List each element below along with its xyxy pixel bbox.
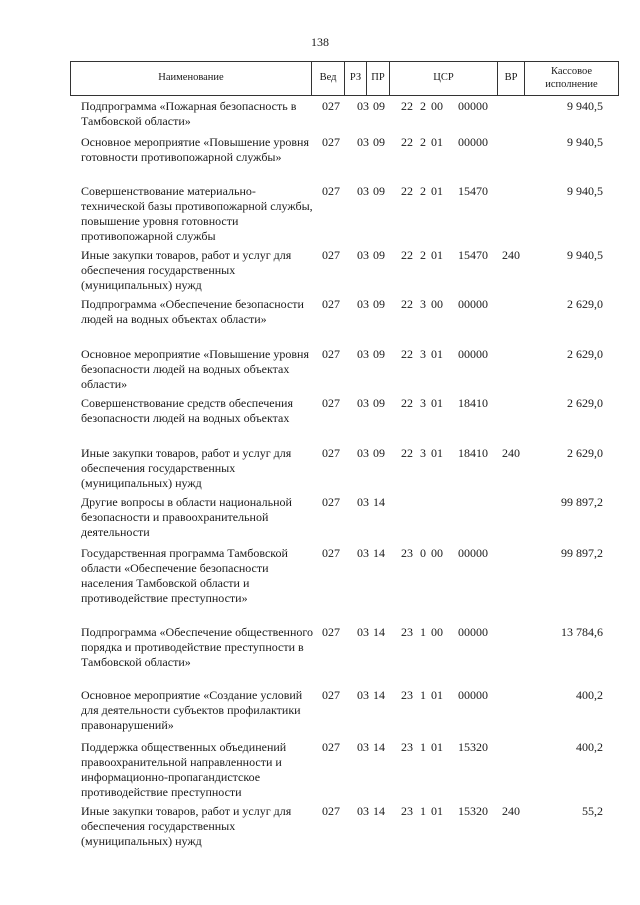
ved-cell: 027 [322,297,340,311]
rz-cell: 03 [357,99,369,113]
csr-direction-cell: 00000 [458,347,488,361]
csr-program-cell: 23 [401,804,413,818]
amount-cell: 2 629,0 [567,396,603,410]
rz-cell: 03 [357,495,369,509]
rz-cell: 03 [357,184,369,198]
csr-direction-cell: 00000 [458,625,488,639]
csr-program-cell: 22 [401,248,413,262]
row-name: Совершенствование материально-технической базы противопожарной службы, повышение уровня готовности противопожарной службы [81,184,313,243]
csr-program-cell: 23 [401,688,413,702]
pr-cell: 14 [373,740,385,754]
csr-program-cell: 22 [401,99,413,113]
csr-subprogram-cell: 3 [420,297,426,311]
rz-cell: 03 [357,625,369,639]
header-pr: ПР [367,62,390,95]
ved-cell: 027 [322,99,340,113]
rz-cell: 03 [357,248,369,262]
header-csr: ЦСР [390,62,498,95]
csr-subprogram-cell: 2 [420,184,426,198]
rz-cell: 03 [357,396,369,410]
rz-cell: 03 [357,740,369,754]
pr-cell: 09 [373,446,385,460]
csr-program-cell: 22 [401,347,413,361]
ved-cell: 027 [322,546,340,560]
row-name: Подпрограмма «Обеспечение безопасности людей на водных объектах области» [81,297,304,326]
csr-direction-cell: 18410 [458,446,488,460]
amount-cell: 2 629,0 [567,446,603,460]
csr-subprogram-cell: 0 [420,546,426,560]
csr-subprogram-cell: 1 [420,688,426,702]
page-number: 138 [311,35,329,49]
amount-cell: 400,2 [576,740,603,754]
csr-subprogram-cell: 3 [420,347,426,361]
csr-direction-cell: 00000 [458,688,488,702]
csr-event-cell: 00 [431,546,443,560]
csr-direction-cell: 00000 [458,297,488,311]
pr-cell: 14 [373,688,385,702]
csr-program-cell: 22 [401,135,413,149]
ved-cell: 027 [322,740,340,754]
csr-program-cell: 23 [401,546,413,560]
csr-event-cell: 00 [431,297,443,311]
row-name: Иные закупки товаров, работ и услуг для обеспечения государственных (муниципальных) нужд [81,248,292,292]
csr-event-cell: 01 [431,740,443,754]
csr-direction-cell: 00000 [458,135,488,149]
csr-event-cell: 00 [431,99,443,113]
csr-event-cell: 01 [431,184,443,198]
ved-cell: 027 [322,804,340,818]
csr-subprogram-cell: 1 [420,740,426,754]
ved-cell: 027 [322,347,340,361]
csr-program-cell: 23 [401,740,413,754]
csr-subprogram-cell: 1 [420,804,426,818]
pr-cell: 14 [373,546,385,560]
csr-event-cell: 01 [431,396,443,410]
rz-cell: 03 [357,135,369,149]
rz-cell: 03 [357,297,369,311]
amount-cell: 9 940,5 [567,135,603,149]
vr-cell: 240 [502,446,520,460]
csr-direction-cell: 15320 [458,740,488,754]
ved-cell: 027 [322,688,340,702]
csr-event-cell: 00 [431,625,443,639]
rz-cell: 03 [357,804,369,818]
header-vr: ВР [498,62,525,95]
row-name: Государственная программа Тамбовской области «Обеспечение безопасности населения Тамбовской области и противодействие преступности» [81,546,288,605]
csr-event-cell: 01 [431,347,443,361]
header-amount: Кассовое исполнение [545,66,598,90]
pr-cell: 09 [373,135,385,149]
csr-event-cell: 01 [431,804,443,818]
amount-cell: 9 940,5 [567,99,603,113]
ved-cell: 027 [322,396,340,410]
amount-cell: 9 940,5 [567,184,603,198]
csr-direction-cell: 18410 [458,396,488,410]
amount-cell: 99 897,2 [561,495,603,509]
csr-program-cell: 22 [401,396,413,410]
pr-cell: 14 [373,804,385,818]
pr-cell: 09 [373,184,385,198]
rz-cell: 03 [357,688,369,702]
csr-program-cell: 22 [401,446,413,460]
vr-cell: 240 [502,248,520,262]
header-rz: РЗ [345,62,367,95]
vr-cell: 240 [502,804,520,818]
csr-event-cell: 01 [431,248,443,262]
pr-cell: 09 [373,99,385,113]
ved-cell: 027 [322,446,340,460]
ved-cell: 027 [322,248,340,262]
rz-cell: 03 [357,446,369,460]
ved-cell: 027 [322,135,340,149]
row-name: Основное мероприятие «Повышение уровня готовности противопожарной службы» [81,135,309,164]
row-name: Основное мероприятие «Повышение уровня безопасности людей на водных объектах области» [81,347,309,391]
amount-cell: 2 629,0 [567,297,603,311]
row-name: Подпрограмма «Обеспечение общественного порядка и противодействие преступности в Тамбовской области» [81,625,314,669]
row-name: Поддержка общественных объединений правоохранительной направленности и информационно-пропагандистское противодействие преступности [81,740,287,799]
amount-cell: 13 784,6 [561,625,603,639]
row-name: Другие вопросы в области национальной безопасности и правоохранительной деятельности [81,495,292,539]
amount-cell: 2 629,0 [567,347,603,361]
csr-program-cell: 22 [401,297,413,311]
row-name: Иные закупки товаров, работ и услуг для обеспечения государственных (муниципальных) нужд [81,446,292,490]
row-name: Основное мероприятие «Создание условий для деятельности субъектов профилактики правонарушений» [81,688,303,732]
row-name: Совершенствование средств обеспечения безопасности людей на водных объектах [81,396,293,425]
csr-subprogram-cell: 2 [420,248,426,262]
header-name: Наименование [71,62,312,95]
ved-cell: 027 [322,184,340,198]
pr-cell: 09 [373,347,385,361]
csr-event-cell: 01 [431,135,443,149]
rz-cell: 03 [357,546,369,560]
pr-cell: 09 [373,248,385,262]
csr-direction-cell: 15470 [458,184,488,198]
csr-subprogram-cell: 2 [420,135,426,149]
ved-cell: 027 [322,495,340,509]
csr-direction-cell: 00000 [458,546,488,560]
row-name: Иные закупки товаров, работ и услуг для обеспечения государственных (муниципальных) нужд [81,804,292,848]
csr-event-cell: 01 [431,688,443,702]
csr-direction-cell: 00000 [458,99,488,113]
amount-cell: 400,2 [576,688,603,702]
csr-subprogram-cell: 3 [420,446,426,460]
csr-direction-cell: 15320 [458,804,488,818]
amount-cell: 55,2 [582,804,603,818]
pr-cell: 14 [373,625,385,639]
row-name: Подпрограмма «Пожарная безопасность в Тамбовской области» [81,99,297,128]
header-ved: Вед [312,62,345,95]
csr-program-cell: 23 [401,625,413,639]
rz-cell: 03 [357,347,369,361]
csr-subprogram-cell: 1 [420,625,426,639]
csr-direction-cell: 15470 [458,248,488,262]
amount-cell: 9 940,5 [567,248,603,262]
table-header [70,61,619,96]
ved-cell: 027 [322,625,340,639]
pr-cell: 09 [373,297,385,311]
amount-cell: 99 897,2 [561,546,603,560]
csr-program-cell: 22 [401,184,413,198]
pr-cell: 14 [373,495,385,509]
csr-event-cell: 01 [431,446,443,460]
csr-subprogram-cell: 3 [420,396,426,410]
pr-cell: 09 [373,396,385,410]
csr-subprogram-cell: 2 [420,99,426,113]
